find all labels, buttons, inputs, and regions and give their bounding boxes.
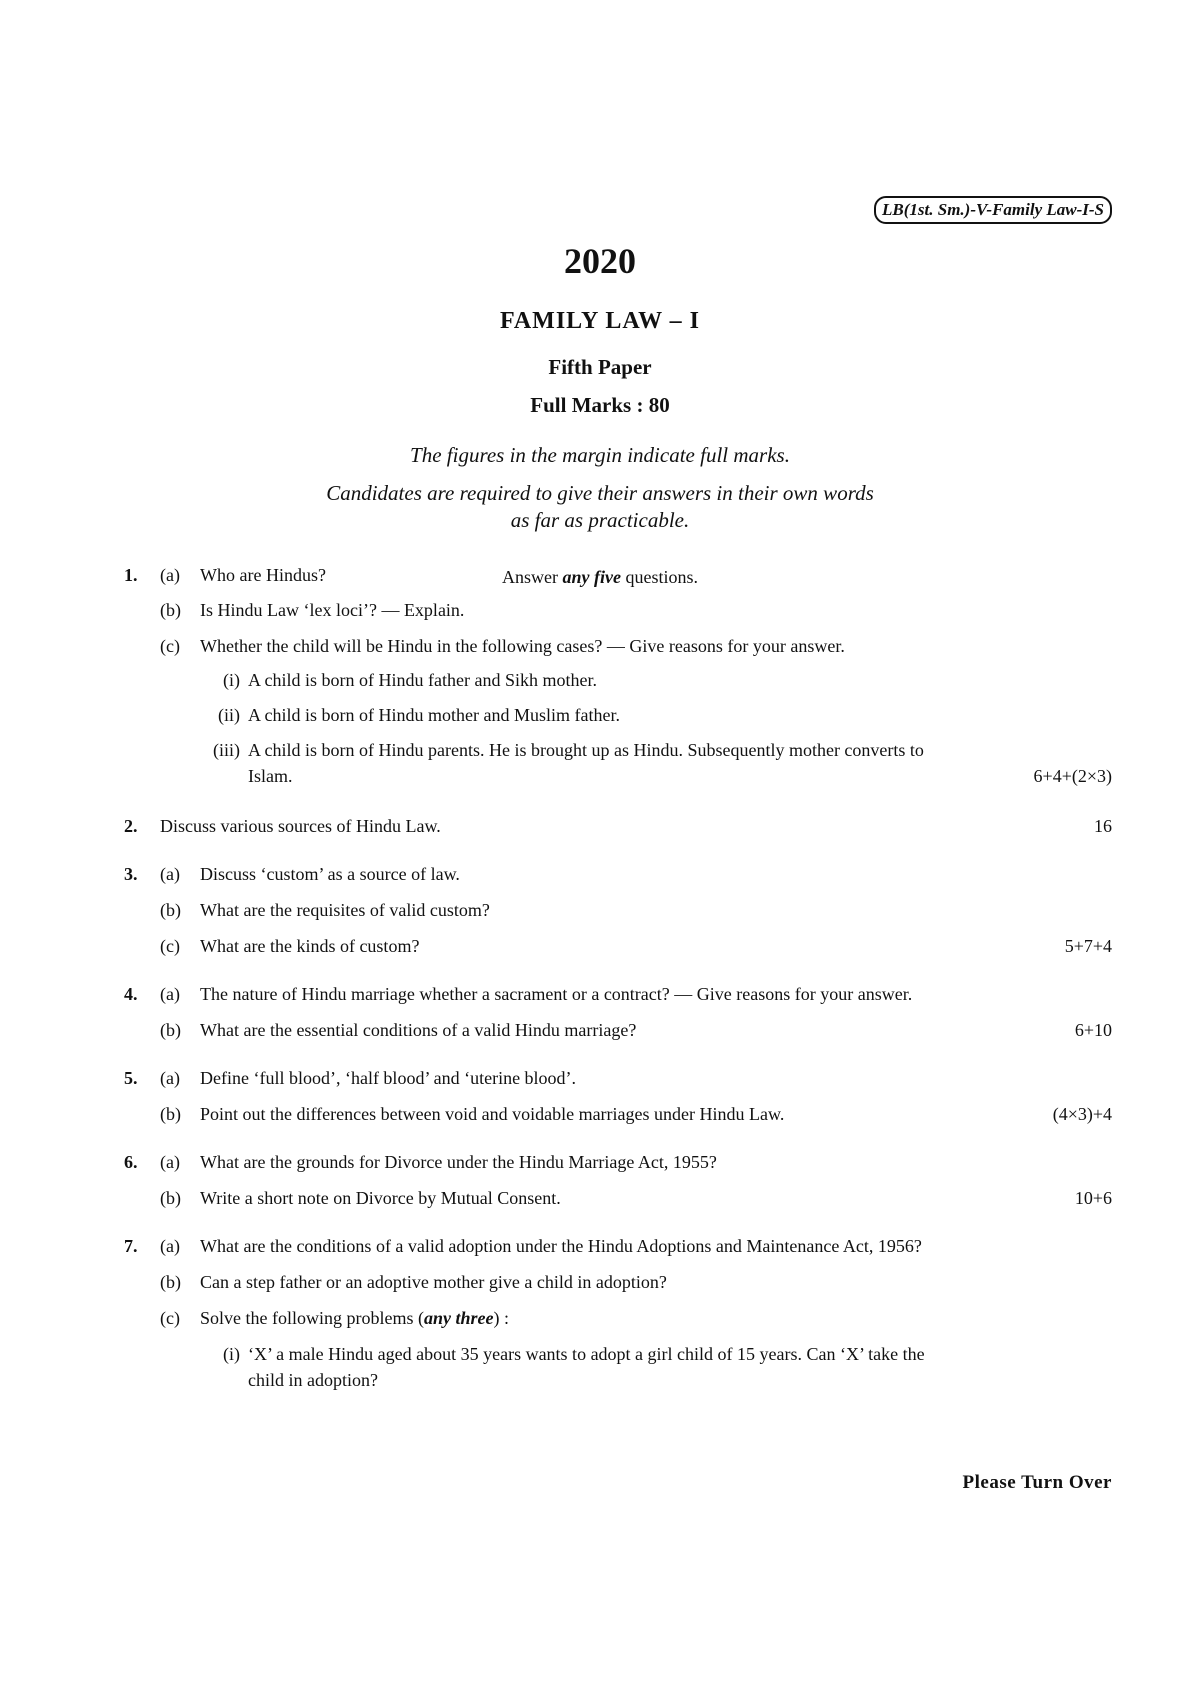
- subpart-label: (ii): [218, 705, 240, 725]
- paper-name: Fifth Paper: [548, 355, 652, 379]
- part-label: (b): [160, 1104, 181, 1124]
- part-label: (b): [160, 1020, 181, 1040]
- marks-allotted: 16: [1094, 816, 1112, 836]
- q7-c-i-row: [0, 1344, 1200, 1368]
- part-label: (b): [160, 1272, 181, 1292]
- q6-a-row: [0, 1152, 1200, 1176]
- part-label: (a): [160, 565, 180, 585]
- q1-c-iii-cont-row: [0, 766, 1200, 790]
- question-number: 1.: [124, 565, 138, 585]
- question-text: Is Hindu Law ‘lex loci’? — Explain.: [200, 600, 465, 620]
- q1-c-row: [0, 636, 1200, 660]
- q1-c-iii-row: [0, 740, 1200, 764]
- q5-a-row: [0, 1068, 1200, 1092]
- q7-b-row: [0, 1272, 1200, 1296]
- question-text: Define ‘full blood’, ‘half blood’ and ‘uterine blood’.: [200, 1068, 577, 1088]
- subject-title: FAMILY LAW – I: [499, 308, 701, 334]
- part-label: (c): [160, 936, 180, 956]
- question-text: What are the essential conditions of a valid Hindu marriage?: [200, 1020, 637, 1040]
- part-label: (a): [160, 864, 180, 884]
- question-text: What are the requisites of valid custom?: [200, 900, 490, 920]
- question-text: Point out the differences between void and voidable marriages under Hindu Law.: [200, 1104, 785, 1124]
- instruction-own-words: Candidates are required to give their answers in their own words: [326, 481, 874, 505]
- question-text: child in adoption?: [248, 1370, 378, 1390]
- q5-b-row: [0, 1104, 1200, 1128]
- question-text: Whether the child will be Hindu in the following cases? — Give reasons for your answer.: [200, 636, 845, 656]
- q1-c-i-row: [0, 670, 1200, 694]
- question-text: Solve the following problems (any three) :: [200, 1308, 509, 1328]
- question-text: What are the conditions of a valid adoption under the Hindu Adoptions and Maintenance Act, 1956?: [200, 1236, 922, 1256]
- question-text: ‘X’ a male Hindu aged about 35 years wants to adopt a girl child of 15 years. Can ‘X’ take the: [248, 1344, 925, 1364]
- question-number: 3.: [124, 864, 138, 884]
- question-text: Who are Hindus?: [200, 565, 326, 585]
- part-label: (b): [160, 600, 181, 620]
- q7-c-i-cont-row: [0, 1370, 1200, 1394]
- q7-c-row: [0, 1308, 1200, 1332]
- q4-a-row: [0, 984, 1200, 1008]
- question-text: What are the grounds for Divorce under the Hindu Marriage Act, 1955?: [200, 1152, 717, 1172]
- question-number: 6.: [124, 1152, 138, 1172]
- please-turn-over: Please Turn Over: [962, 1472, 1112, 1493]
- marks-allotted: 5+7+4: [1064, 936, 1112, 956]
- question-number: 4.: [124, 984, 138, 1004]
- full-marks: Full Marks : 80: [530, 393, 670, 417]
- part-label: (a): [160, 1152, 180, 1172]
- q3-a-row: [0, 864, 1200, 888]
- marks-allotted: (4×3)+4: [1052, 1104, 1112, 1124]
- question-text: Can a step father or an adoptive mother give a child in adoption?: [200, 1272, 667, 1292]
- part-label: (a): [160, 1068, 180, 1088]
- question-text: Write a short note on Divorce by Mutual Consent.: [200, 1188, 561, 1208]
- answer-instruction: Answer any five questions.: [502, 567, 698, 587]
- subpart-label: (i): [223, 1344, 240, 1364]
- instruction-own-words-cont: as far as practicable.: [510, 508, 690, 532]
- q6-b-row: [0, 1188, 1200, 1212]
- q3-b-row: [0, 900, 1200, 924]
- q7-a-row: [0, 1236, 1200, 1260]
- question-text: Discuss various sources of Hindu Law.: [160, 816, 441, 836]
- question-number: 7.: [124, 1236, 138, 1256]
- subpart-label: (iii): [213, 740, 240, 760]
- part-label: (a): [160, 1236, 180, 1256]
- q1-b-row: [0, 600, 1200, 624]
- q1-a-row: [0, 565, 1200, 589]
- question-text: A child is born of Hindu father and Sikh mother.: [248, 670, 597, 690]
- q2-row: [0, 816, 1200, 840]
- question-text: The nature of Hindu marriage whether a sacrament or a contract? — Give reasons for your answer.: [200, 984, 913, 1004]
- question-text: Discuss ‘custom’ as a source of law.: [200, 864, 460, 884]
- question-number: 2.: [124, 816, 138, 836]
- q3-c-row: [0, 936, 1200, 960]
- paper-code: LB(1st. Sm.)-V-Family Law-I-S: [874, 196, 1112, 224]
- question-text: A child is born of Hindu parents. He is brought up as Hindu. Subsequently mother converts to: [248, 740, 924, 760]
- exam-year: 2020: [564, 241, 636, 281]
- part-label: (c): [160, 1308, 180, 1328]
- marks-allotted: 6+10: [1074, 1020, 1112, 1040]
- part-label: (c): [160, 636, 180, 656]
- q4-b-row: [0, 1020, 1200, 1044]
- subpart-label: (i): [223, 670, 240, 690]
- part-label: (a): [160, 984, 180, 1004]
- instruction-margin: The figures in the margin indicate full marks.: [410, 443, 790, 467]
- question-text: What are the kinds of custom?: [200, 936, 420, 956]
- question-number: 5.: [124, 1068, 138, 1088]
- question-text: Islam.: [248, 766, 293, 786]
- part-label: (b): [160, 900, 181, 920]
- marks-allotted: 6+4+(2×3): [1033, 766, 1112, 786]
- marks-allotted: 10+6: [1074, 1188, 1112, 1208]
- q1-c-ii-row: [0, 705, 1200, 729]
- question-text: A child is born of Hindu mother and Muslim father.: [248, 705, 620, 725]
- part-label: (b): [160, 1188, 181, 1208]
